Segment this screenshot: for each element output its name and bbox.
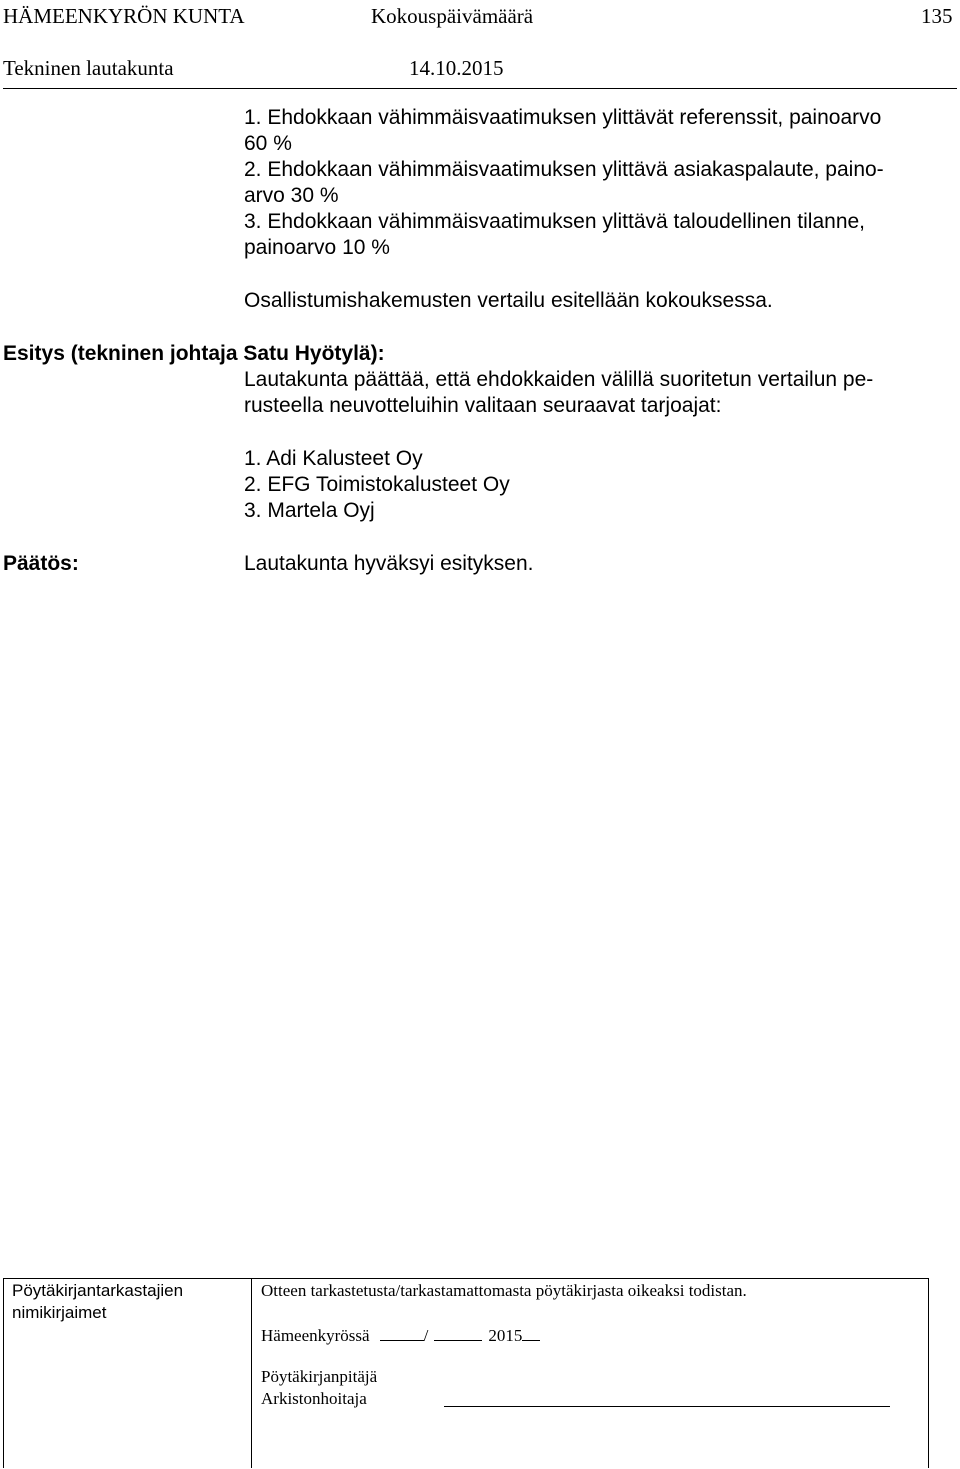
bidder-item: 2. EFG Toimistokalusteet Oy <box>244 473 510 496</box>
criterion-text-cont: arvo 30 % <box>244 184 339 207</box>
signer-title: Arkistonhoitaja <box>261 1389 367 1408</box>
criterion-text-cont: 60 % <box>244 132 292 155</box>
proposal-label: Esitys (tekninen johtaja Satu Hyötylä): <box>3 342 385 365</box>
signatures-label-line: nimikirjaimet <box>12 1303 107 1322</box>
signer-titles <box>261 1366 377 1410</box>
day-blank <box>380 1323 424 1341</box>
comparison-note: Osallistumishakemusten vertailu esitellään kokouksessa. <box>244 289 773 312</box>
signature-footer <box>3 1278 929 1468</box>
certification-text: Otteen tarkastetusta/tarkastamattomasta pöytäkirjasta oikeaksi todistan. <box>261 1281 747 1300</box>
year-blank <box>522 1323 540 1341</box>
page-number: 135 <box>921 4 953 28</box>
proposal-text-line: Lautakunta päättää, että ehdokkaiden välillä suoritetun vertailun pe- <box>244 368 874 391</box>
place-name: Hämeenkyrössä <box>261 1326 370 1345</box>
proposal-text <box>244 367 944 419</box>
criterion-item <box>244 105 944 157</box>
board-name: Tekninen lautakunta <box>3 56 174 80</box>
bidder-list <box>244 446 944 524</box>
criteria-list <box>244 105 944 261</box>
signer-title: Pöytäkirjanpitäjä <box>261 1367 378 1386</box>
signatures-label <box>12 1280 183 1324</box>
month-blank <box>434 1323 482 1341</box>
criterion-text: 3. Ehdokkaan vähimmäisvaatimuksen ylittävä taloudellinen tilanne, <box>244 210 866 233</box>
criterion-text: 1. Ehdokkaan vähimmäisvaatimuksen ylittävät referenssit, painoarvo <box>244 106 882 129</box>
year: 2015 <box>488 1326 523 1345</box>
decision-text: Lautakunta hyväksyi esityksen. <box>244 552 534 575</box>
municipality-name: HÄMEENKYRÖN KUNTA <box>3 4 245 28</box>
signature-line <box>444 1406 890 1407</box>
criterion-text: 2. Ehdokkaan vähimmäisvaatimuksen ylittävä asiakaspalaute, paino- <box>244 158 884 181</box>
date-slash: / <box>423 1326 429 1345</box>
signatures-label-line: Pöytäkirjantarkastajien <box>12 1281 184 1300</box>
proposal-text-line: rusteella neuvotteluihin valitaan seuraavat tarjoajat: <box>244 394 722 417</box>
decision-label: Päätös: <box>3 552 79 575</box>
meeting-date-label: Kokouspäivämäärä <box>371 4 534 28</box>
criterion-text-cont: painoarvo 10 % <box>244 236 390 259</box>
bidder-item: 3. Martela Oyj <box>244 499 375 522</box>
criterion-item <box>244 157 944 209</box>
place-date-line <box>261 1323 540 1347</box>
bidder-item: 1. Adi Kalusteet Oy <box>244 447 423 470</box>
footer-divider <box>251 1278 252 1468</box>
criterion-item <box>244 209 944 261</box>
header-rule <box>3 88 957 89</box>
meeting-date: 14.10.2015 <box>409 56 504 80</box>
